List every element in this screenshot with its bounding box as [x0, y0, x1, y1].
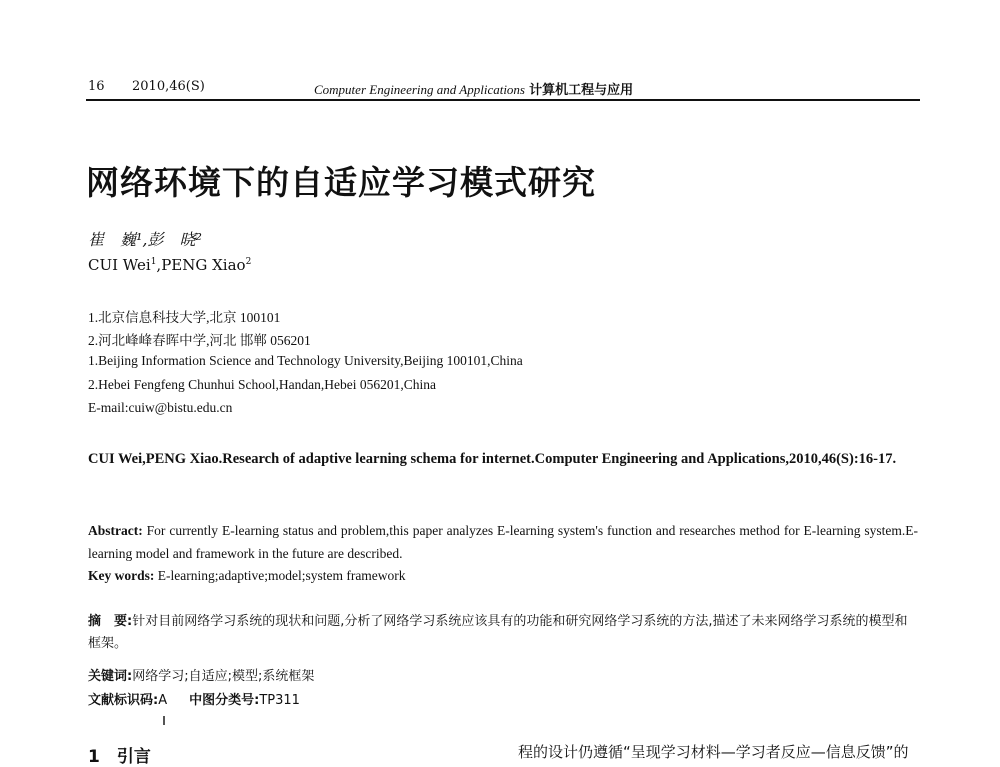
- section-heading: 1 引言: [88, 747, 151, 767]
- abstract-label: Abstract:: [88, 523, 143, 538]
- abstract-cn-text: 针对目前网络学习系统的现状和问题,分析了网络学习系统应该具有的功能和研究网络学习系统的方法,描述了未来网络学习系统的模型和框架。: [88, 614, 908, 651]
- affiliation-en-2: 2.Hebei Fengfeng Chunhui School,Handan,Hebei 056201,China: [88, 377, 436, 392]
- keywords-cn: [88, 665, 314, 684]
- citation: CUI Wei,PENG Xiao.Research of adaptive learning schema for internet.Computer Engineering and Applications,2010,46(S):16-17.: [88, 451, 897, 467]
- author-email: E-mail:cuiw@bistu.edu.cn: [88, 400, 233, 415]
- keywords-label: Key words:: [88, 568, 155, 583]
- journal-name-en: Computer Engineering and Applications: [314, 82, 525, 97]
- journal-name-cn: 计算机工程与应用: [529, 83, 634, 98]
- authors-en: CUI Wei$^1$,PENG Xiao$^2$: [88, 256, 252, 274]
- page-number: 16: [88, 79, 105, 94]
- keywords-cn-label: 关键词:: [88, 669, 133, 684]
- abstract-text: For currently E-learning status and problem,this paper analyzes E-learning system's function and researches method for E-learning system.E-learning model and framework in the future are described.: [88, 523, 918, 561]
- running-header: [314, 79, 633, 98]
- abstract-cn: [88, 611, 918, 655]
- body-text-continuation: 程的设计仍遵循“呈现学习材料—学习者反应—信息反馈”的: [518, 743, 909, 761]
- volume-info: 2010,46(S): [132, 79, 205, 94]
- affiliation-cn-2: 2.河北峰峰春晖中学,河北 邯郸 056201: [88, 333, 311, 348]
- keywords-cn-text: 网络学习;自适应;模型;系统框架: [132, 669, 315, 684]
- abstract-cn-label: 摘 要:: [88, 614, 133, 629]
- header-divider: [86, 99, 920, 101]
- scan-artifact: [163, 716, 165, 725]
- paper-title: 网络环境下的自适应学习模式研究: [86, 163, 596, 202]
- affiliation-cn-1: 1.北京信息科技大学,北京 100101: [88, 310, 281, 325]
- abstract-en: [88, 519, 918, 565]
- affiliation-en-1: 1.Beijing Information Science and Technology University,Beijing 100101,China: [88, 353, 523, 368]
- keywords-text: E-learning;adaptive;model;system framework: [157, 568, 406, 583]
- keywords-en: [88, 568, 406, 584]
- authors-cn: 崔 巍¹,彭 晓²: [88, 230, 202, 249]
- document-codes: 文献标识码:A 中图分类号:TP311: [88, 693, 300, 708]
